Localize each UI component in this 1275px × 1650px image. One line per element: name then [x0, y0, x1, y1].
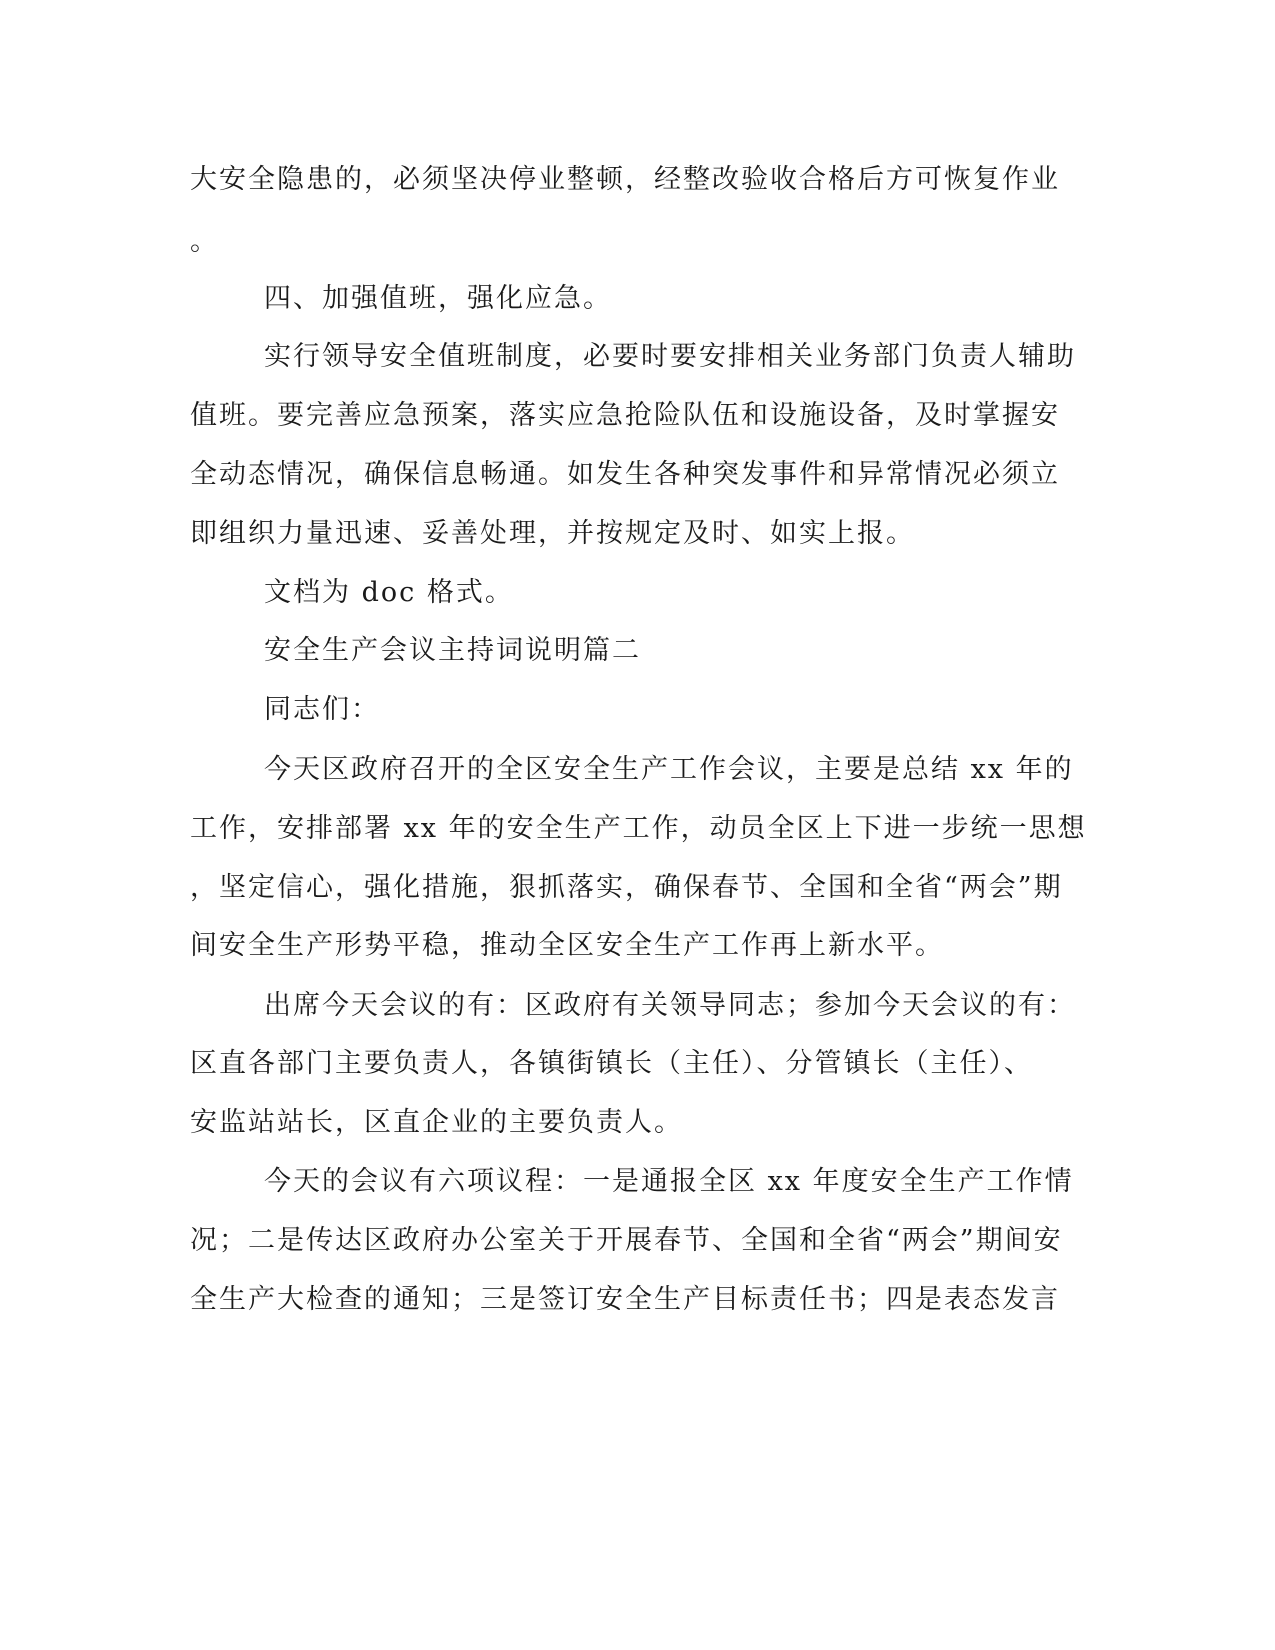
body-text-line: 。: [190, 226, 219, 257]
body-text-line: 况；二是传达区政府办公室关于开展春节、全国和全省“两会”期间安: [190, 1225, 1063, 1256]
body-text-line: 值班。要完善应急预案，落实应急抢险队伍和设施设备，及时掌握安: [190, 400, 1060, 431]
body-text-line: 出席今天会议的有：区政府有关领导同志；参加今天会议的有：: [264, 990, 1076, 1021]
body-text-line: 间安全生产形势平稳，推动全区安全生产工作再上新水平。: [190, 930, 944, 961]
body-text-line: 全动态情况，确保信息畅通。如发生各种突发事件和异常情况必须立: [190, 459, 1060, 490]
body-text-line: 安监站站长，区直企业的主要负责人。: [190, 1107, 683, 1138]
salutation: 同志们：: [264, 694, 380, 725]
section-heading: 四、加强值班，强化应急。: [264, 283, 612, 314]
body-text-line: 即组织力量迅速、妥善处理，并按规定及时、如实上报。: [190, 518, 915, 549]
format-note: 文档为 doc 格式。: [264, 577, 514, 608]
body-text-line: 区直各部门主要负责人，各镇街镇长（主任）、分管镇长（主任）、: [190, 1048, 1033, 1079]
body-text-line: 工作，安排部署 xx 年的安全生产工作，动员全区上下进一步统一思想: [190, 813, 1087, 844]
body-text-line: 大安全隐患的，必须坚决停业整顿，经整改验收合格后方可恢复作业: [190, 164, 1060, 195]
body-text-line: ，坚定信心，强化措施，狠抓落实，确保春节、全国和全省“两会”期: [190, 872, 1063, 903]
body-text-line: 今天的会议有六项议程：一是通报全区 xx 年度安全生产工作情: [264, 1166, 1074, 1197]
section-title: 安全生产会议主持词说明篇二: [264, 635, 641, 666]
body-text-line: 实行领导安全值班制度，必要时要安排相关业务部门负责人辅助: [264, 341, 1076, 372]
body-text-line: 全生产大检查的通知；三是签订安全生产目标责任书；四是表态发言: [190, 1284, 1060, 1315]
body-text-line: 今天区政府召开的全区安全生产工作会议，主要是总结 xx 年的: [264, 754, 1074, 785]
